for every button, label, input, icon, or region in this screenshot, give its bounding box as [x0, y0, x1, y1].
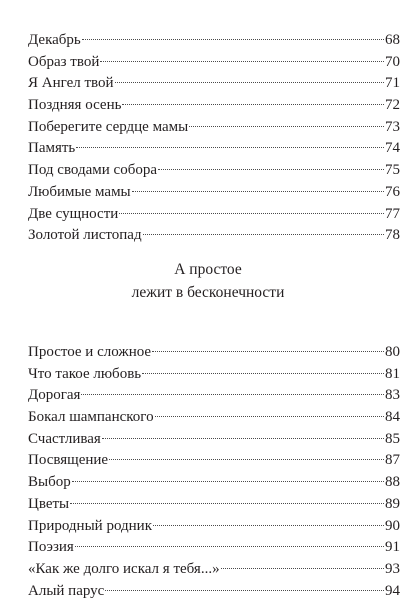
toc-dot-leader	[158, 169, 384, 170]
section-heading	[0, 258, 416, 304]
section-heading-line-1: А простое	[174, 261, 242, 278]
toc-dot-leader	[152, 351, 384, 352]
toc-entry	[28, 182, 400, 204]
toc-entry-title: «Как же долго искал я тебя...»	[28, 560, 220, 577]
toc-dot-leader	[143, 234, 384, 235]
toc-entry-page-number: 76	[385, 183, 400, 200]
toc-entry	[28, 225, 400, 247]
toc-dot-leader	[109, 459, 384, 460]
toc-entry	[28, 138, 400, 160]
toc-dot-leader	[72, 481, 384, 482]
toc-entry-page-number: 77	[385, 205, 400, 222]
toc-entry-page-number: 84	[385, 409, 400, 426]
toc-dot-leader	[142, 373, 384, 374]
toc-dot-leader	[189, 126, 384, 127]
toc-dot-leader	[105, 590, 384, 591]
toc-entry	[28, 407, 400, 429]
toc-entry-page-number: 93	[385, 560, 400, 577]
toc-dot-leader	[81, 394, 384, 395]
toc-dot-leader	[70, 503, 384, 504]
toc-entry-page-number: 91	[385, 539, 400, 556]
toc-list-bottom	[28, 342, 400, 602]
toc-entry-title: Что такое любовь	[28, 365, 142, 382]
toc-entry-page-number: 90	[385, 517, 400, 534]
toc-list-top	[28, 30, 400, 247]
toc-entry	[28, 73, 400, 95]
toc-entry-page-number: 71	[385, 75, 400, 92]
toc-dot-leader	[75, 546, 384, 547]
toc-entry	[28, 450, 400, 472]
toc-entry-title: Алый парус	[28, 582, 105, 599]
toc-entry-page-number: 72	[385, 97, 400, 114]
toc-entry-page-number: 74	[385, 140, 400, 157]
toc-entry-title: Декабрь	[28, 32, 81, 48]
toc-entry-title: Я Ангел твой	[28, 75, 114, 92]
toc-entry	[28, 494, 400, 516]
toc-entry	[28, 537, 400, 559]
toc-entry-page-number: 85	[385, 430, 400, 447]
toc-entry	[28, 516, 400, 538]
toc-entry-page-number: 83	[385, 387, 400, 404]
toc-entry-page-number: 68	[385, 32, 400, 48]
toc-entry	[28, 429, 400, 451]
toc-entry	[28, 95, 400, 117]
toc-entry-page-number: 78	[385, 227, 400, 244]
toc-entry-page-number: 87	[385, 452, 400, 469]
toc-entry-title: Золотой листопад	[28, 227, 142, 244]
toc-entry-title: Бокал шампанского	[28, 409, 154, 426]
toc-entry-title: Посвящение	[28, 452, 109, 469]
toc-dot-leader	[115, 82, 384, 83]
toc-entry-title: Поэзия	[28, 539, 74, 556]
toc-entry-page-number: 94	[385, 582, 400, 599]
toc-dot-leader	[76, 147, 384, 148]
toc-entry	[28, 581, 400, 603]
toc-entry	[28, 117, 400, 139]
toc-entry	[28, 385, 400, 407]
toc-entry	[28, 559, 400, 581]
toc-entry-page-number: 73	[385, 118, 400, 135]
toc-entry-title: Образ твой	[28, 53, 100, 70]
toc-entry-title: Под сводами собора	[28, 162, 157, 179]
toc-entry-title: Счастливая	[28, 430, 101, 447]
toc-entry-page-number: 70	[385, 53, 400, 70]
toc-entry-page-number: 80	[385, 344, 400, 360]
toc-entry	[28, 52, 400, 74]
toc-entry-title: Цветы	[28, 495, 70, 512]
toc-entry-title: Поберегите сердце мамы	[28, 118, 189, 135]
toc-dot-leader	[155, 416, 384, 417]
toc-entry-title: Память	[28, 140, 76, 157]
toc-dot-leader	[119, 213, 384, 214]
toc-entry	[28, 204, 400, 226]
toc-entry-title: Дорогая	[28, 387, 81, 404]
toc-dot-leader	[100, 61, 384, 62]
toc-entry-page-number: 75	[385, 162, 400, 179]
toc-entry	[28, 342, 400, 364]
toc-dot-leader	[82, 39, 384, 40]
toc-entry-title: Выбор	[28, 474, 71, 491]
toc-dot-leader	[132, 191, 384, 192]
toc-entry-page-number: 89	[385, 495, 400, 512]
toc-entry-page-number: 81	[385, 365, 400, 382]
section-heading-line-2: лежит в бесконечности	[131, 284, 285, 301]
toc-entry	[28, 472, 400, 494]
toc-dot-leader	[122, 104, 384, 105]
toc-entry	[28, 160, 400, 182]
toc-entry-title: Простое и сложное	[28, 344, 152, 360]
toc-entry-title: Природный родник	[28, 517, 152, 534]
toc-entry-page-number: 88	[385, 474, 400, 491]
toc-dot-leader	[221, 568, 384, 569]
toc-entry-title: Две сущности	[28, 205, 119, 222]
toc-entry	[28, 364, 400, 386]
toc-dot-leader	[102, 438, 384, 439]
toc-dot-leader	[153, 525, 384, 526]
toc-entry-title: Любимые мамы	[28, 183, 131, 200]
toc-entry	[28, 30, 400, 52]
toc-entry-title: Поздняя осень	[28, 97, 122, 114]
